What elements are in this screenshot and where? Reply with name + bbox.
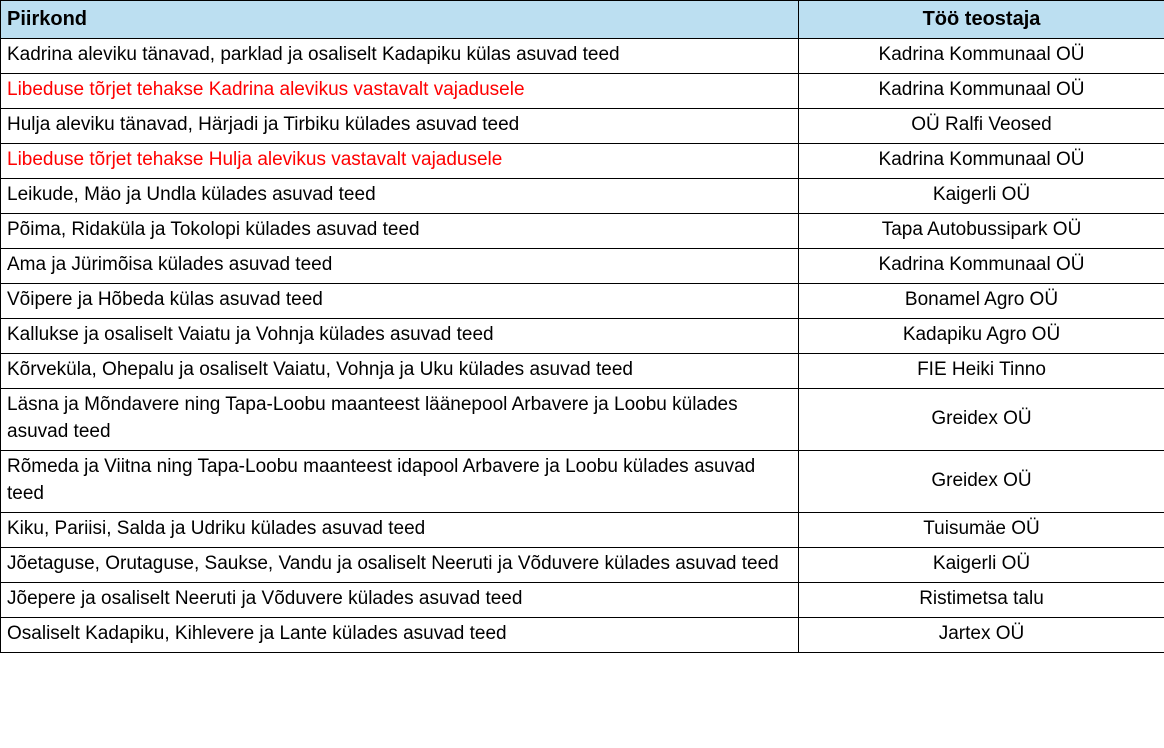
cell-area: Võipere ja Hõbeda külas asuvad teed xyxy=(1,284,799,319)
cell-area: Libeduse tõrjet tehakse Kadrina alevikus vastavalt vajadusele xyxy=(1,74,799,109)
cell-area: Leikude, Mäo ja Undla külades asuvad teed xyxy=(1,179,799,214)
table-row xyxy=(1,284,1164,319)
cell-area: Jõepere ja osaliselt Neeruti ja Võduvere külades asuvad teed xyxy=(1,582,799,617)
column-header-contractor: Töö teostaja xyxy=(799,1,1164,39)
cell-contractor: Greidex OÜ xyxy=(799,451,1164,513)
table-row xyxy=(1,74,1164,109)
cell-area: Kiku, Pariisi, Salda ja Udriku külades asuvad teed xyxy=(1,512,799,547)
cell-contractor: OÜ Ralfi Veosed xyxy=(799,109,1164,144)
cell-area: Põima, Ridaküla ja Tokolopi külades asuvad teed xyxy=(1,214,799,249)
table-header-row xyxy=(1,1,1164,39)
table-row xyxy=(1,582,1164,617)
cell-area: Kõrveküla, Ohepalu ja osaliselt Vaiatu, Vohnja ja Uku külades asuvad teed xyxy=(1,354,799,389)
table-row xyxy=(1,512,1164,547)
table-row xyxy=(1,179,1164,214)
column-header-area: Piirkond xyxy=(1,1,799,39)
cell-contractor: Tapa Autobussipark OÜ xyxy=(799,214,1164,249)
cell-area: Rõmeda ja Viitna ning Tapa-Loobu maanteest idapool Arbavere ja Loobu külades asuvad teed xyxy=(1,451,799,513)
table-row xyxy=(1,249,1164,284)
table-row xyxy=(1,389,1164,451)
cell-contractor: Kadrina Kommunaal OÜ xyxy=(799,144,1164,179)
cell-area: Kallukse ja osaliselt Vaiatu ja Vohnja külades asuvad teed xyxy=(1,319,799,354)
cell-contractor: Jartex OÜ xyxy=(799,617,1164,652)
cell-area: Hulja aleviku tänavad, Härjadi ja Tirbiku külades asuvad teed xyxy=(1,109,799,144)
table-row xyxy=(1,354,1164,389)
cell-contractor: Kadapiku Agro OÜ xyxy=(799,319,1164,354)
cell-contractor: FIE Heiki Tinno xyxy=(799,354,1164,389)
table-row xyxy=(1,144,1164,179)
cell-contractor: Greidex OÜ xyxy=(799,389,1164,451)
cell-area: Läsna ja Mõndavere ning Tapa-Loobu maanteest läänepool Arbavere ja Loobu külades asuvad teed xyxy=(1,389,799,451)
cell-contractor: Bonamel Agro OÜ xyxy=(799,284,1164,319)
cell-area: Ama ja Jürimõisa külades asuvad teed xyxy=(1,249,799,284)
cell-contractor: Kadrina Kommunaal OÜ xyxy=(799,249,1164,284)
table-row xyxy=(1,547,1164,582)
table-row xyxy=(1,319,1164,354)
cell-area: Libeduse tõrjet tehakse Hulja alevikus vastavalt vajadusele xyxy=(1,144,799,179)
cell-contractor: Kadrina Kommunaal OÜ xyxy=(799,74,1164,109)
table-row xyxy=(1,214,1164,249)
cell-contractor: Kaigerli OÜ xyxy=(799,179,1164,214)
table-row xyxy=(1,109,1164,144)
table-body xyxy=(1,39,1164,652)
cell-contractor: Tuisumäe OÜ xyxy=(799,512,1164,547)
cell-area: Jõetaguse, Orutaguse, Saukse, Vandu ja osaliselt Neeruti ja Võduvere külades asuvad teed xyxy=(1,547,799,582)
cell-area: Osaliselt Kadapiku, Kihlevere ja Lante külades asuvad teed xyxy=(1,617,799,652)
cell-contractor: Kaigerli OÜ xyxy=(799,547,1164,582)
cell-area: Kadrina aleviku tänavad, parklad ja osaliselt Kadapiku külas asuvad teed xyxy=(1,39,799,74)
table-row xyxy=(1,451,1164,513)
cell-contractor: Ristimetsa talu xyxy=(799,582,1164,617)
table-row xyxy=(1,617,1164,652)
table-header xyxy=(1,1,1164,39)
table-row xyxy=(1,39,1164,74)
cell-contractor: Kadrina Kommunaal OÜ xyxy=(799,39,1164,74)
